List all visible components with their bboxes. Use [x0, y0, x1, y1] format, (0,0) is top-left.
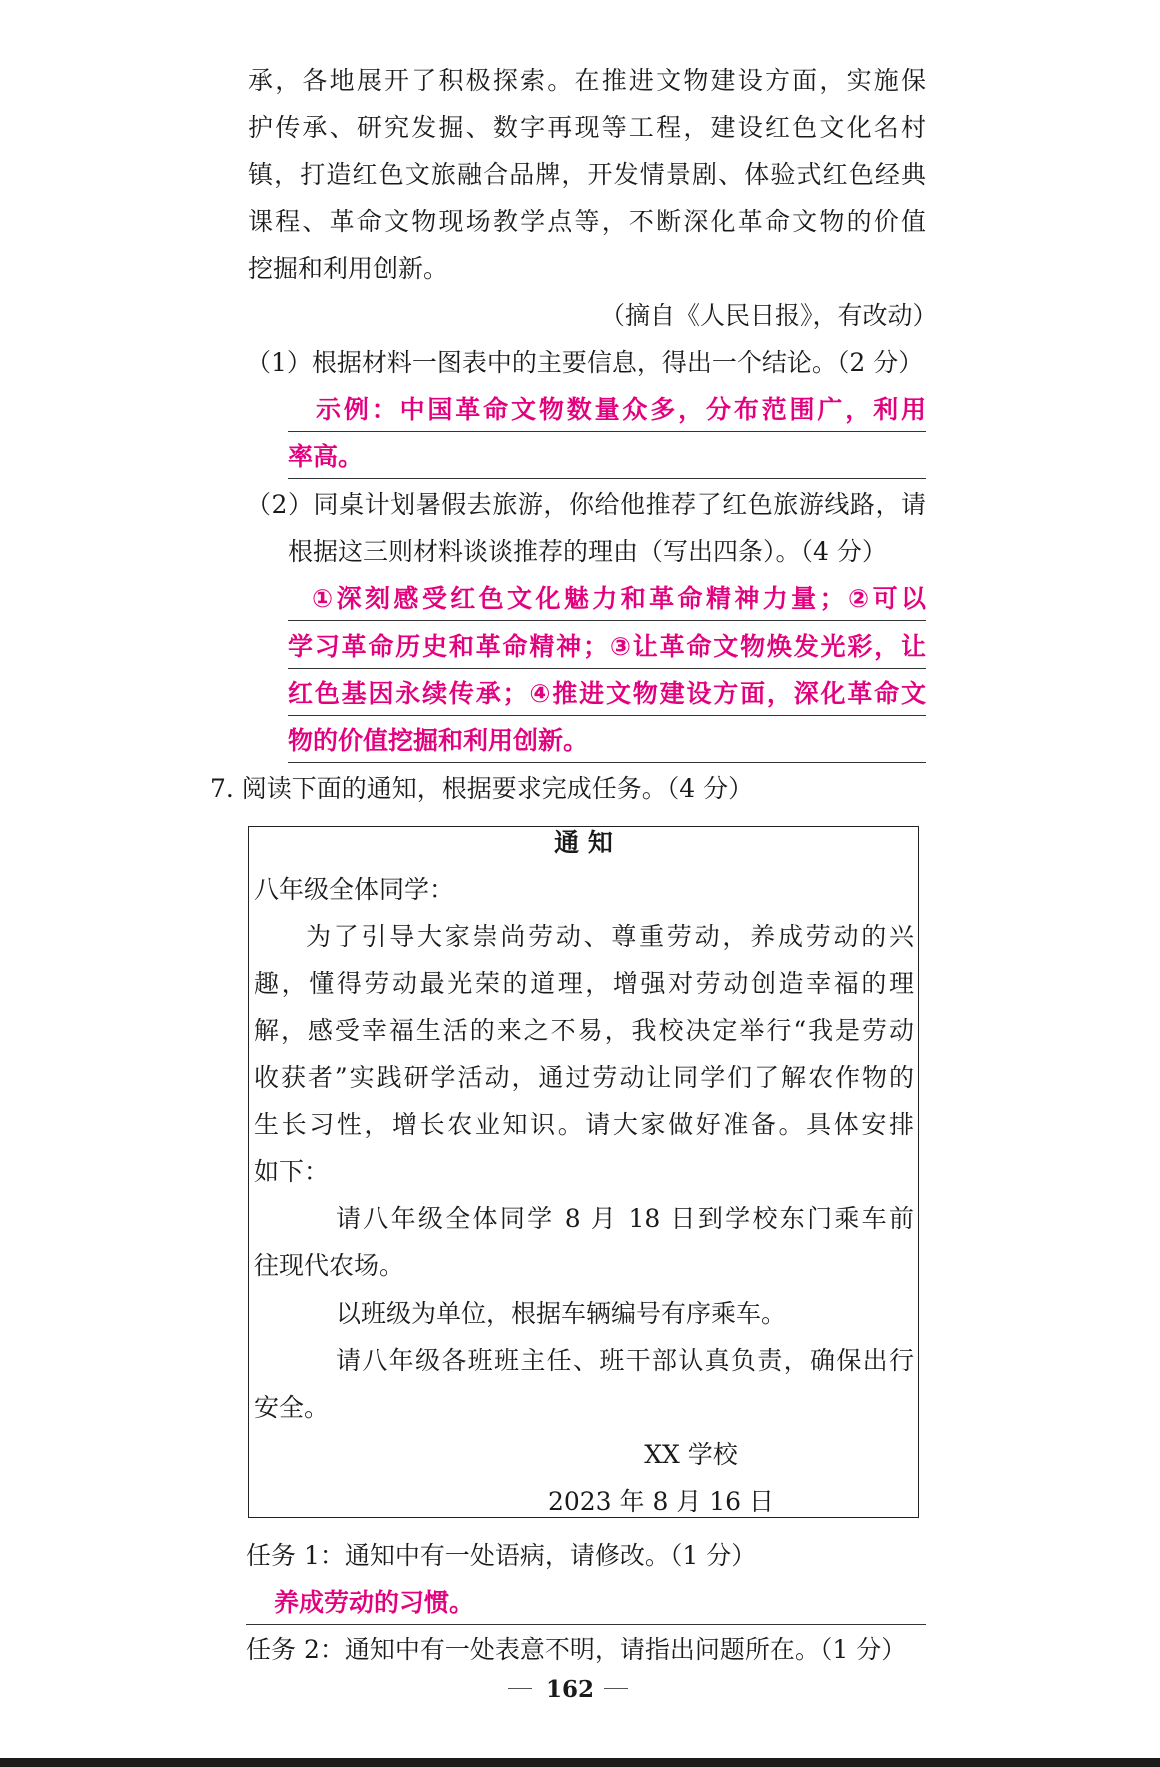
notice-title: 通 知: [554, 828, 613, 857]
notice-body-line: 如下：: [254, 1157, 330, 1186]
notice-arrangement-line: 往现代农场。: [254, 1251, 405, 1280]
notice-arrangement-line: 请八年级各班班主任、班干部认真负责，确保出行: [336, 1346, 914, 1375]
notice-arrangement-line: 请八年级全体同学 8 月 18 日到学校东门乘车前: [336, 1204, 914, 1233]
notice-date: 2023 年 8 月 16 日: [547, 1487, 775, 1516]
question-2-answer-line: 物的价值挖掘和利用创新。: [288, 726, 926, 763]
task-1-answer: 养成劳动的习惯。: [246, 1588, 926, 1625]
passage-line: 镇，打造红色文旅融合品牌，开发情景剧、体验式红色经典: [248, 160, 926, 189]
question-2-answer-line: 红色基因永续传承；④推进文物建设方面，深化革命文: [288, 679, 926, 716]
bottom-bar: [0, 1758, 1160, 1767]
footer-rule-right: [604, 1688, 628, 1689]
notice-body-line: 收获者”实践研学活动，通过劳动让同学们了解农作物的: [254, 1063, 914, 1092]
notice-body-line: 解，感受幸福生活的来之不易，我校决定举行“我是劳动: [254, 1016, 914, 1045]
notice-arrangement-line: 安全。: [254, 1393, 330, 1422]
notice-salutation: 八年级全体同学：: [254, 875, 455, 904]
page-number: 162: [545, 1676, 594, 1703]
passage-line: 承，各地展开了积极探索。在推进文物建设方面，实施保: [248, 66, 926, 95]
question-2-answer-line: 学习革命历史和革命精神；③让革命文物焕发光彩，让: [288, 632, 926, 669]
question-7-prompt: 7. 阅读下面的通知，根据要求完成任务。（4 分）: [210, 774, 754, 803]
question-2-answer-line: ①深刻感受红色文化魅力和革命精神力量；②可以: [288, 584, 926, 621]
question-2-prompt: 根据这三则材料谈谈推荐的理由（写出四条）。（4 分）: [288, 537, 887, 566]
question-1-answer-line: 示例：中国革命文物数量众多，分布范围广，利用: [288, 395, 926, 432]
notice-body-line: 为了引导大家崇尚劳动、尊重劳动，养成劳动的兴: [306, 922, 914, 951]
source-citation: （摘自《人民日报》，有改动）: [600, 301, 938, 330]
question-2-prompt: （2）同桌计划暑假去旅游，你给他推荐了红色旅游线路，请: [246, 490, 926, 519]
question-1-answer-line: 率高。: [288, 442, 926, 479]
task-1-prompt: 任务 1：通知中有一处语病，请修改。（1 分）: [246, 1541, 757, 1570]
passage-line: 护传承、研究发掘、数字再现等工程，建设红色文化名村: [248, 113, 926, 142]
task-2-prompt: 任务 2：通知中有一处表意不明，请指出问题所在。（1 分）: [246, 1635, 907, 1664]
notice-body-line: 生长习性，增长农业知识。请大家做好准备。具体安排: [254, 1110, 914, 1139]
passage-line: 课程、革命文物现场教学点等，不断深化革命文物的价值: [248, 207, 926, 236]
passage-line: 挖掘和利用创新。: [248, 254, 449, 283]
question-1-prompt: （1）根据材料一图表中的主要信息，得出一个结论。（2 分）: [246, 348, 924, 377]
notice-signature: XX 学校: [644, 1440, 738, 1469]
notice-body-line: 趣，懂得劳动最光荣的道理，增强对劳动创造幸福的理: [254, 969, 914, 998]
footer-rule-left: [508, 1688, 532, 1689]
notice-arrangement-line: 以班级为单位，根据车辆编号有序乘车。: [336, 1299, 787, 1328]
